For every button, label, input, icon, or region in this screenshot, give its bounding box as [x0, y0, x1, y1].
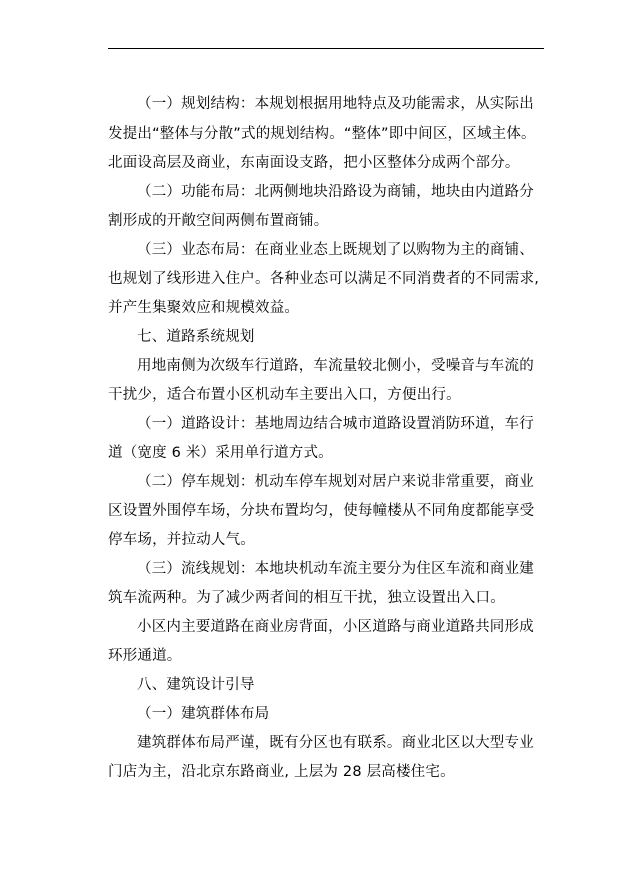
paragraph-line: （一）规划结构：本规划根据用地特点及功能需求，从实际出 [137, 96, 534, 112]
paragraph-line: 发提出“整体与分散”式的规划结构。“整体”即中间区，区域主体。 [108, 126, 536, 142]
paragraph-line: （一）道路设计：基地周边结合城市道路设置消防环道，车行 [137, 416, 534, 432]
paragraph-line: 北面设高层及商业，东南面设支路，把小区整体分成两个部分。 [108, 155, 520, 171]
section-heading: 七、道路系统规划 [137, 329, 255, 345]
paragraph-line: 建筑群体布局严谨，既有分区也有联系。商业北区以大型专业 [137, 735, 534, 751]
paragraph-line: 用地南侧为次级车行道路，车流量较北侧小，受噪音与车流的 [137, 358, 534, 374]
subsection-heading: （一）建筑群体布局 [137, 706, 270, 722]
section-heading: 八、建筑设计引导 [137, 677, 255, 693]
paragraph-line: 道（宽度 6 米）采用单行道方式。 [108, 445, 333, 461]
paragraph-line: 停车场，并拉动人气。 [108, 532, 255, 548]
paragraph-line: 割形成的开敞空间两侧布置商铺。 [108, 213, 329, 229]
paragraph-line: （三）业态布局：在商业业态上既规划了以购物为主的商铺、 [137, 242, 534, 258]
header-rule [108, 48, 544, 49]
paragraph-line: 也规划了线形进入住户。各种业态可以满足不同消费者的不同需求, [108, 271, 540, 287]
paragraph-line: （二）功能布局：北两侧地块沿路设为商铺，地块由内道路分 [137, 184, 534, 200]
paragraph-line: 筑车流两种。为了减少两者间的相互干扰，独立设置出入口。 [108, 590, 505, 606]
paragraph-line: （三）流线规划：本地块机动车流主要分为住区车流和商业建 [137, 561, 534, 577]
paragraph-line: 干扰少，适合布置小区机动车主要出入口，方便出行。 [108, 387, 461, 403]
paragraph-line: 门店为主，沿北京东路商业, 上层为 28 层高楼住宅。 [108, 764, 455, 780]
paragraph-line: 并产生集聚效应和规模效益。 [108, 300, 300, 316]
paragraph-line: （二）停车规划：机动车停车规划对居户来说非常重要，商业 [137, 474, 534, 490]
paragraph-line: 环形通道。 [108, 648, 182, 664]
paragraph-line: 区设置外围停车场，分块布置均匀，使每幢楼从不同角度都能享受 [108, 503, 535, 519]
paragraph-line: 小区内主要道路在商业房背面，小区道路与商业道路共同形成 [137, 619, 534, 635]
